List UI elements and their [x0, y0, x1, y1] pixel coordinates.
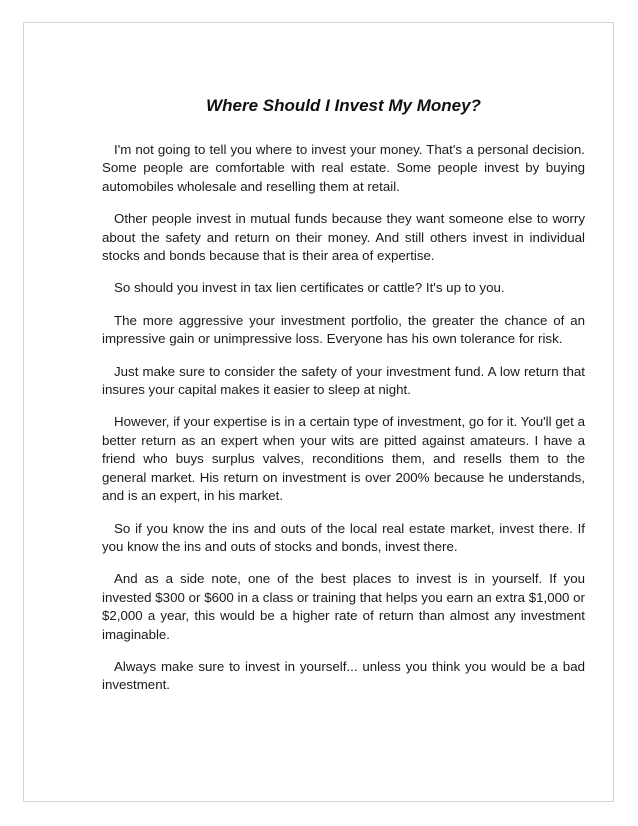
document-page: [23, 22, 614, 802]
paragraph: So if you know the ins and outs of the local real estate market, invest there. If you know the ins and outs of stocks and bonds, invest there.: [102, 520, 585, 554]
paragraph: Just make sure to consider the safety of your investment fund. A low return that insures your capital makes it easier to sleep at night.: [102, 363, 585, 398]
paragraph: The more aggressive your investment portfolio, the greater the chance of an impressive gain or unimpressive loss. Everyone has his own tolerance for risk.: [102, 312, 585, 347]
paragraph: However, if your expertise is in a certain type of investment, go for it. You'll get a better return as an expert when your wits are pitted against amateurs. I have a friend who buys surplus valves, reconditions them, and resells them to the general market. His return on investment is over 200% because he understands, and is an expert, in his market.: [102, 414, 585, 504]
paragraph: Always make sure to invest in yourself... unless you think you would be a bad investment.: [102, 658, 585, 693]
paragraph: So should you invest in tax lien certificates or cattle? It's up to you.: [114, 280, 505, 296]
paragraph: Other people invest in mutual funds because they want someone else to worry about the safety and return on their money. And still others invest in individual stocks and bonds because that is their area of expertise.: [102, 211, 585, 264]
paragraph: And as a side note, one of the best places to invest is in yourself. If you invested $300 or $600 in a class or training that helps you earn an extra $1,000 or $2,000 a year, this would be a higher rate of return than almost any investment imaginable.: [102, 571, 585, 642]
document-title: Where Should I Invest My Money?: [206, 96, 481, 115]
paragraph: I'm not going to tell you where to invest your money. That's a personal decision. Some people are comfortable with real estate. Some people invest by buying automobiles wholesale and reselling them at retail.: [102, 142, 585, 194]
page-content: [102, 95, 585, 709]
